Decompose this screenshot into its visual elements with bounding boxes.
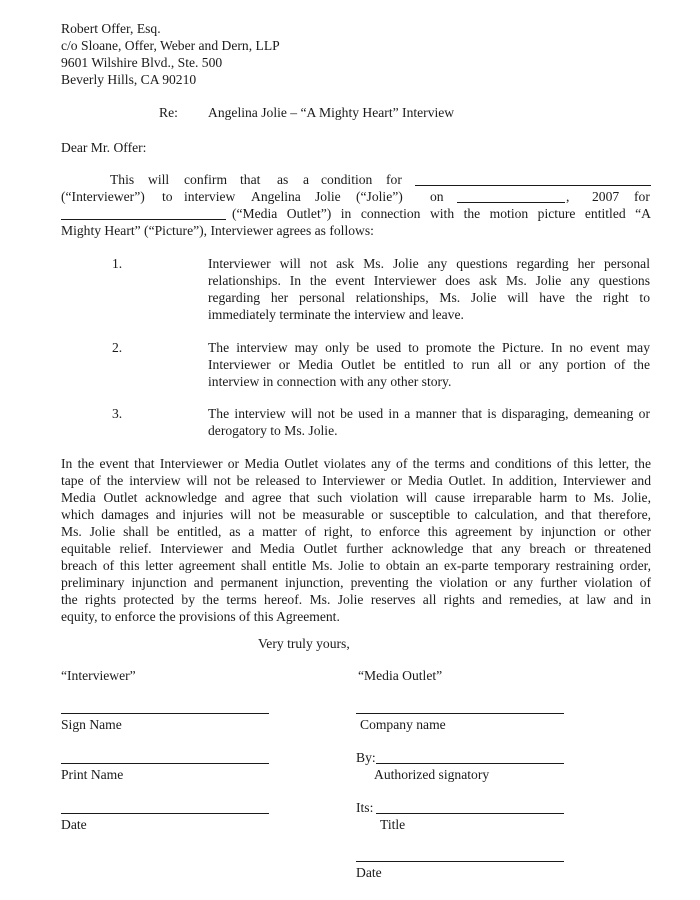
intro-word: for — [634, 189, 650, 204]
intro-word: that — [240, 172, 261, 187]
item-2-number: 2. — [112, 340, 123, 355]
left-date-line[interactable] — [61, 813, 269, 814]
closing-line: the rights protected by the terms hereof. Ms. Jolie reserves all rights and remedies, at law and in — [61, 592, 651, 607]
intro-word: as — [277, 172, 289, 187]
address-line-2: c/o Sloane, Offer, Weber and Dern, LLP — [61, 38, 280, 53]
sign-name-line[interactable] — [61, 713, 269, 714]
item-2-line: interview in connection with any other story. — [208, 374, 452, 389]
intro-word: This — [110, 172, 135, 187]
print-name-label: Print Name — [61, 767, 124, 782]
item-2-line: The interview may only be used to promote the Picture. In no event may — [208, 340, 650, 355]
left-date-label: Date — [61, 817, 87, 832]
intro-word: (“Jolie”) — [356, 189, 403, 204]
closing-line: Media Outlet acknowledge and agree that such violation will cause irreparable harm to Ms. Jolie, — [61, 490, 651, 505]
intro-word: on — [430, 189, 444, 204]
interview-date-blank[interactable] — [457, 202, 565, 203]
intro-word: condition — [321, 172, 373, 187]
interviewer-name-blank[interactable] — [415, 185, 651, 186]
salutation: Dear Mr. Offer: — [61, 140, 147, 155]
intro-word: interview — [184, 189, 236, 204]
signoff: Very truly yours, — [258, 636, 350, 651]
its-label: Its: — [356, 800, 374, 815]
item-1-line: regarding her personal relationships, Ms. Jolie will have the right to — [208, 290, 650, 305]
closing-line: breach of this letter agreement shall entitle Ms. Jolie to obtain an ex-parte temporary restraining order, — [61, 558, 651, 573]
closing-line: tape of the interview will not be released to Interviewer or Media Outlet. In addition, Interviewer and — [61, 473, 651, 488]
media-outlet-blank[interactable] — [61, 219, 226, 220]
intro-word: Jolie — [315, 189, 341, 204]
item-1-line: relationships. In the event Interviewer does ask Ms. Jolie any questions — [208, 273, 650, 288]
item-1-line: Interviewer will not ask Ms. Jolie any questions regarding her personal — [208, 256, 650, 271]
intro-word: to — [162, 189, 173, 204]
its-line[interactable] — [376, 813, 564, 814]
address-line-1: Robert Offer, Esq. — [61, 21, 161, 36]
closing-line: Ms. Jolie shall be entitled, as a matter of right, to enforce this agreement by injunction or other — [61, 524, 651, 539]
right-date-label: Date — [356, 865, 382, 880]
item-2-line: Interviewer or Media Outlet be entitled to run all or any portion of the — [208, 357, 650, 372]
title-label: Title — [380, 817, 406, 832]
by-label: By: — [356, 750, 376, 765]
item-3-line: The interview will not be used in a manner that is disparaging, demeaning or — [208, 406, 650, 421]
right-date-line[interactable] — [356, 861, 564, 862]
intro-word: (“Interviewer”) — [61, 189, 145, 204]
item-3-number: 3. — [112, 406, 123, 421]
intro-line-3: (“Media Outlet”) in connection with the motion picture entitled “A — [232, 206, 651, 221]
closing-line: equitable relief. Interviewer and Media Outlet further acknowledge that any breach or threatened — [61, 541, 651, 556]
sign-name-label: Sign Name — [61, 717, 122, 732]
intro-word: 2007 — [592, 189, 620, 204]
company-name-label: Company name — [360, 717, 446, 732]
media-outlet-heading: “Media Outlet” — [358, 668, 443, 683]
item-1-line: immediately terminate the interview and leave. — [208, 307, 464, 322]
intro-word: Angelina — [251, 189, 301, 204]
item-1-number: 1. — [112, 256, 123, 271]
intro-word: , — [566, 189, 570, 204]
address-line-3: 9601 Wilshire Blvd., Ste. 500 — [61, 55, 223, 70]
closing-line: which damages and injuries will not be measurable or susceptible to calculation, and that therefore, — [61, 507, 651, 522]
address-line-4: Beverly Hills, CA 90210 — [61, 72, 197, 87]
closing-line: preliminary injunction and permanent injunction, preventing the violation or any further violation of — [61, 575, 651, 590]
re-subject: Angelina Jolie – “A Mighty Heart” Interview — [208, 105, 455, 120]
company-name-line[interactable] — [356, 713, 564, 714]
by-line[interactable] — [376, 763, 564, 764]
closing-line: equity, to enforce the provisions of this Agreement. — [61, 609, 340, 624]
intro-line-4: Mighty Heart” (“Picture”), Interviewer agrees as follows: — [61, 223, 374, 238]
intro-word: will — [148, 172, 170, 187]
re-label: Re: — [159, 105, 178, 120]
intro-word: a — [303, 172, 310, 187]
interviewer-heading: “Interviewer” — [61, 668, 136, 683]
closing-line: In the event that Interviewer or Media Outlet violates any of the terms and conditions of this letter, the — [61, 456, 651, 471]
intro-word: for — [386, 172, 402, 187]
print-name-line[interactable] — [61, 763, 269, 764]
authorized-signatory-label: Authorized signatory — [374, 767, 490, 782]
intro-word: confirm — [184, 172, 228, 187]
item-3-line: derogatory to Ms. Jolie. — [208, 423, 338, 438]
